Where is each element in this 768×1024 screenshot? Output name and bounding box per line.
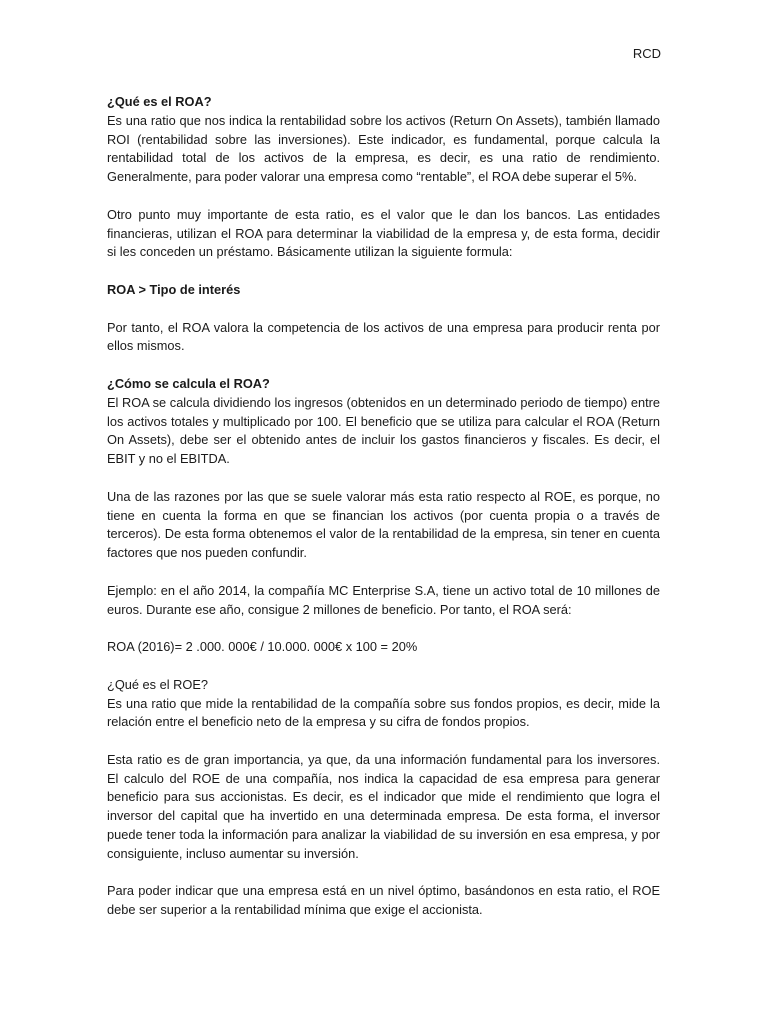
- roa-title: ¿Qué es el ROA?: [107, 94, 212, 109]
- roe-intro-paragraph: Es una ratio que mide la rentabilidad de la compañía sobre sus fondos propios, es decir, mide la relación entre el beneficio neto de la empresa y su cifra de fondos propios.: [107, 695, 660, 730]
- roa-calc-paragraph: El ROA se calcula dividiendo los ingresos (obtenidos en un determinado periodo de tiempo) entre los activos totales y multiplicado por 100. El beneficio que se utiliza para calcular el ROA (Return On Assets), debe ser el obtenido antes de incluir los gastos financieros y fiscales. Es decir, el EBIT y no el EBITDA.: [107, 394, 660, 467]
- document-body: [107, 93, 660, 939]
- roa-calc-title: ¿Cómo se calcula el ROA?: [107, 375, 270, 391]
- roa-example-paragraph: Ejemplo: en el año 2014, la compañía MC Enterprise S.A, tiene un activo total de 10 millones de euros. Durante ese año, consigue 2 millones de beneficio. Por tanto, el ROA será:: [107, 582, 660, 617]
- roa-competence-paragraph: Por tanto, el ROA valora la competencia de los activos de una empresa para producir renta por ellos mismos.: [107, 319, 660, 354]
- roa-example-formula: ROA (2016)= 2 .000. 000€ / 10.000. 000€ x 100 = 20%: [107, 639, 418, 655]
- roa-intro-paragraph: Es una ratio que nos indica la rentabilidad sobre los activos (Return On Assets), también llamado ROI (rentabilidad sobre las inversiones). Este indicador, es fundamental, porque calcula la rentabilidad total de los activos de la empresa, es decir, es una ratio de rendimiento. Generalmente, para poder valorar una empresa como “rentable”, el ROA debe superar el 5%.: [107, 112, 660, 185]
- roa-calc-block: [107, 375, 660, 469]
- roa-reason-paragraph: Una de las razones por las que se suele valorar más esta ratio respecto al ROE, es porque, no tiene en cuenta la forma en que se financian los activos (por cuenta propia o a través de terceros). De esta forma obtenemos el valor de la rentabilidad de la empresa, sin tener en cuenta factores que nos pueden confundir.: [107, 488, 660, 561]
- roa-formula-heading: ROA > Tipo de interés: [107, 281, 241, 297]
- roe-optimal-paragraph: Para poder indicar que una empresa está en un nivel óptimo, basándonos en esta ratio, el ROE debe ser superior a la rentabilidad mínima que exige el accionista.: [107, 883, 660, 918]
- roa-banks-paragraph: Otro punto muy importante de esta ratio, es el valor que le dan los bancos. Las entidades financieras, utilizan el ROA para determinar la viabilidad de la empresa y, de esta forma, decidir si les conceden un préstamo. Básicamente utilizan la siguiente formula:: [107, 206, 660, 260]
- roe-title: ¿Qué es el ROE?: [107, 676, 208, 692]
- roe-importance-paragraph: Esta ratio es de gran importancia, ya que, da una información fundamental para los inversores. El calculo del ROE de una compañía, nos indica la capacidad de esa empresa para generar beneficio para sus accionistas. Es decir, es el indicador que mide el rendimiento que logra el inversor del capital que ha invertido en una determinada empresa. De esta forma, el inversor puede tener toda la información para analizar la viabilidad de su inversión en esa empresa, y por consiguiente, incluso aumentar su inversión.: [107, 751, 660, 861]
- roe-intro-block: [107, 676, 660, 732]
- roa-intro-block: [107, 93, 660, 187]
- header-initials: RCD: [632, 46, 661, 61]
